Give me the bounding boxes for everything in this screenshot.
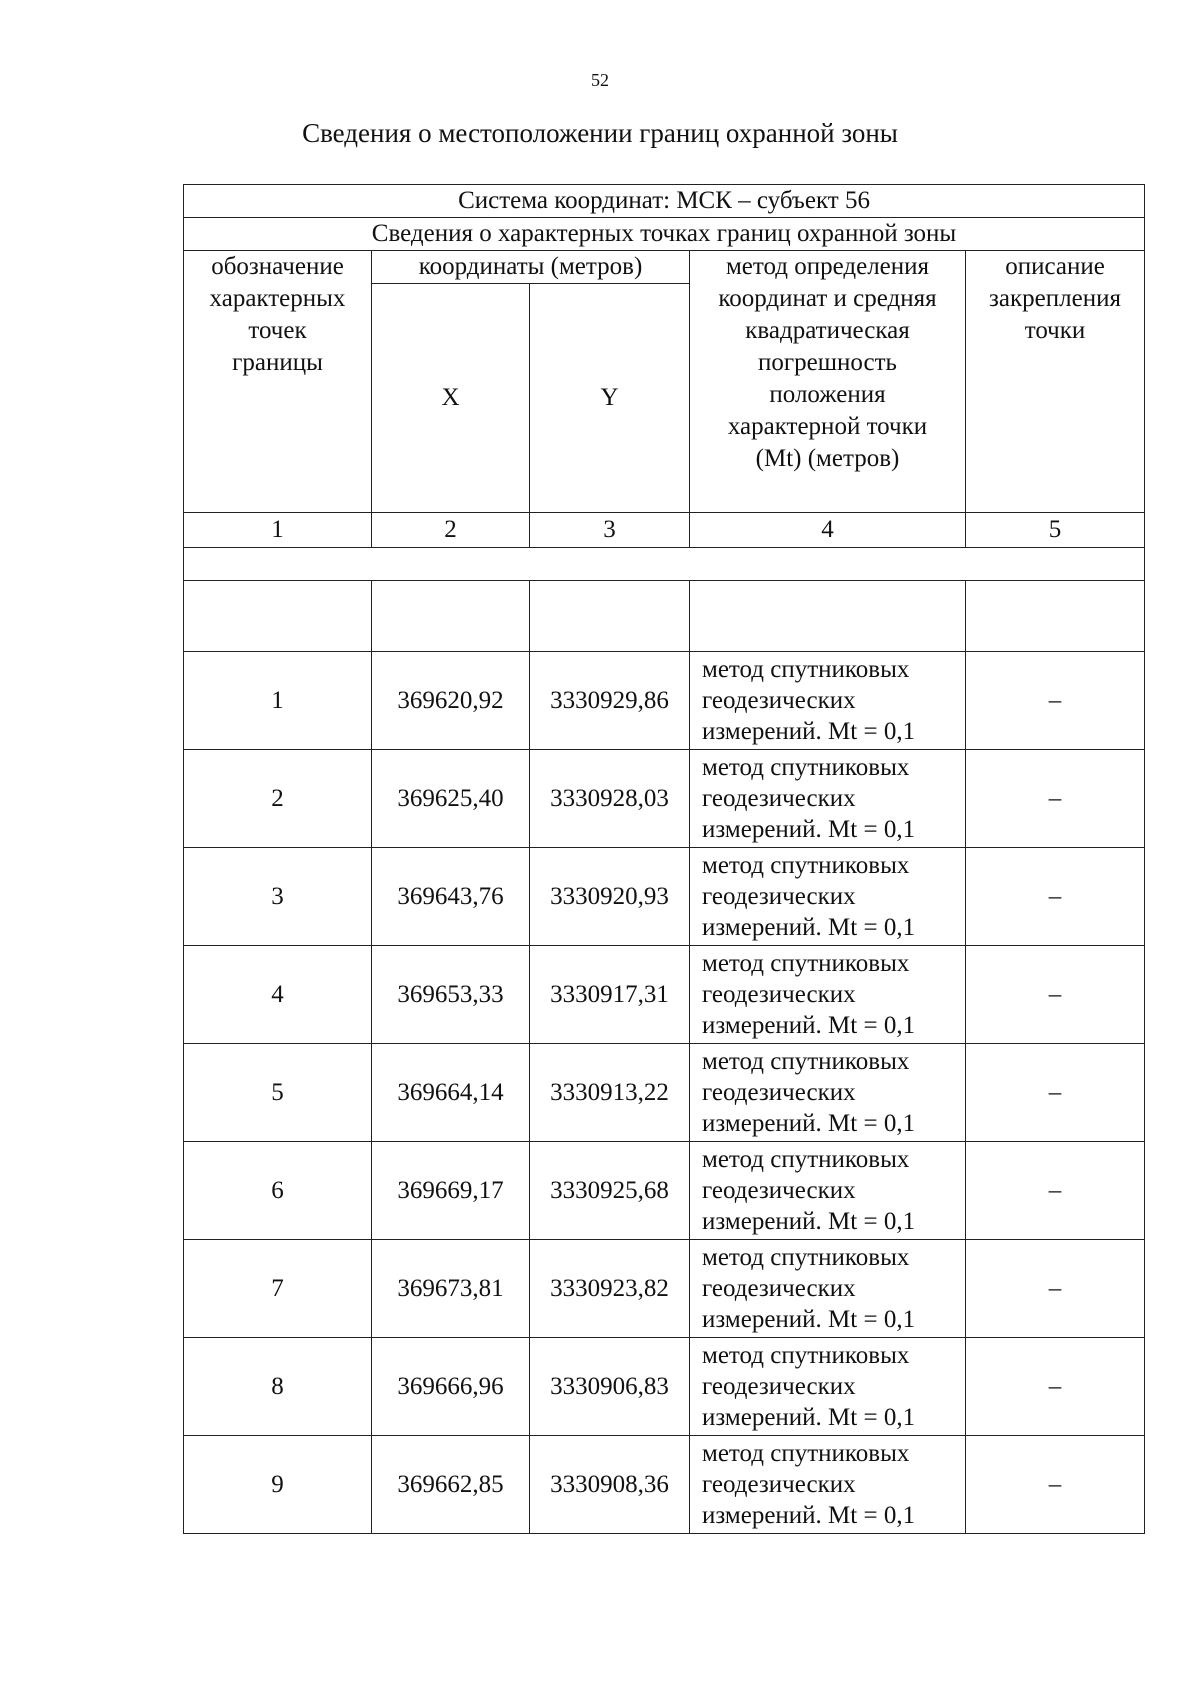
method-line: геодезических (702, 883, 856, 910)
document-title: Сведения о местоположении границ охранной зоны (302, 118, 898, 148)
method-line: геодезических (702, 1373, 856, 1400)
header-line: закрепления (989, 285, 1121, 312)
table-row (184, 1044, 1145, 1142)
method-line: измерений. Mt = 0,1 (702, 1502, 916, 1529)
header-coordinates: координаты (метров) (372, 251, 690, 284)
description-cell: – (966, 1142, 1145, 1240)
empty-cell (184, 581, 372, 652)
header-line: характерных (209, 285, 346, 312)
table-row (184, 848, 1145, 946)
method-line: геодезических (702, 785, 856, 812)
column-number: 3 (530, 513, 690, 548)
empty-cell (372, 581, 530, 652)
x-coordinate-cell: 369625,40 (372, 750, 530, 848)
method-cell (690, 946, 966, 1044)
description-cell: – (966, 750, 1145, 848)
empty-row (184, 581, 1145, 652)
description-cell: – (966, 1240, 1145, 1338)
header-line: точки (1024, 317, 1086, 344)
header-x: X (372, 284, 530, 513)
method-line: геодезических (702, 1471, 856, 1498)
y-coordinate-cell: 3330928,03 (530, 750, 690, 848)
header-line: погрешность (758, 349, 897, 376)
table-row (184, 750, 1145, 848)
header-line: метод определения (725, 253, 930, 280)
table-row (184, 1142, 1145, 1240)
header-line: описание (1005, 253, 1105, 280)
header-line: квадратическая (745, 317, 910, 344)
x-coordinate-cell: 369666,96 (372, 1338, 530, 1436)
table-row (184, 1338, 1145, 1436)
point-number-cell: 4 (184, 946, 372, 1044)
point-number-cell: 6 (184, 1142, 372, 1240)
method-cell (690, 750, 966, 848)
method-line: измерений. Mt = 0,1 (702, 1110, 916, 1137)
y-coordinate-cell: 3330923,82 (530, 1240, 690, 1338)
table-row (184, 1240, 1145, 1338)
description-cell: – (966, 1436, 1145, 1534)
description-cell: – (966, 1338, 1145, 1436)
method-cell (690, 848, 966, 946)
x-coordinate-cell: 369643,76 (372, 848, 530, 946)
method-cell (690, 1142, 966, 1240)
method-line: измерений. Mt = 0,1 (702, 718, 916, 745)
column-number: 1 (184, 513, 372, 548)
point-number-cell: 2 (184, 750, 372, 848)
point-number-cell: 3 (184, 848, 372, 946)
header-line: обозначение (211, 253, 344, 280)
x-coordinate-cell: 369653,33 (372, 946, 530, 1044)
method-line: измерений. Mt = 0,1 (702, 914, 916, 941)
y-coordinate-cell: 3330929,86 (530, 652, 690, 750)
table-row (184, 1436, 1145, 1534)
empty-cell (966, 581, 1145, 652)
method-line: метод спутниковых (702, 1440, 910, 1467)
header-line: положения (769, 381, 886, 408)
method-line: измерений. Mt = 0,1 (702, 1208, 916, 1235)
empty-cell (530, 581, 690, 652)
coordinates-table (183, 184, 1145, 1534)
x-coordinate-cell: 369664,14 (372, 1044, 530, 1142)
header-line: координат и средняя (718, 285, 937, 312)
header-line: точек (248, 317, 307, 344)
description-cell: – (966, 652, 1145, 750)
column-number: 5 (966, 513, 1145, 548)
method-line: метод спутниковых (702, 1146, 910, 1173)
blank-row (184, 548, 1145, 581)
header-method (690, 251, 966, 513)
method-line: метод спутниковых (702, 1048, 910, 1075)
method-line: измерений. Mt = 0,1 (702, 1306, 916, 1333)
x-coordinate-cell: 369673,81 (372, 1240, 530, 1338)
description-cell: – (966, 848, 1145, 946)
description-cell: – (966, 946, 1145, 1044)
point-number-cell: 9 (184, 1436, 372, 1534)
column-number: 4 (690, 513, 966, 548)
empty-cell (690, 581, 966, 652)
section-title-banner: Сведения о характерных точках границ охранной зоны (184, 218, 1145, 251)
method-line: метод спутниковых (702, 950, 910, 977)
x-coordinate-cell: 369620,92 (372, 652, 530, 750)
method-line: измерений. Mt = 0,1 (702, 1012, 916, 1039)
description-cell: – (966, 1044, 1145, 1142)
y-coordinate-cell: 3330906,83 (530, 1338, 690, 1436)
method-line: метод спутниковых (702, 1342, 910, 1369)
header-line: границы (232, 349, 323, 376)
column-number: 2 (372, 513, 530, 548)
y-coordinate-cell: 3330913,22 (530, 1044, 690, 1142)
y-coordinate-cell: 3330920,93 (530, 848, 690, 946)
method-line: метод спутниковых (702, 754, 910, 781)
header-line: характерной точки (727, 413, 928, 440)
method-line: геодезических (702, 1275, 856, 1302)
y-coordinate-cell: 3330925,68 (530, 1142, 690, 1240)
x-coordinate-cell: 369669,17 (372, 1142, 530, 1240)
point-number-cell: 8 (184, 1338, 372, 1436)
method-cell (690, 1240, 966, 1338)
method-line: измерений. Mt = 0,1 (702, 816, 916, 843)
point-number-cell: 7 (184, 1240, 372, 1338)
method-line: метод спутниковых (702, 852, 910, 879)
point-number-cell: 5 (184, 1044, 372, 1142)
method-line: геодезических (702, 981, 856, 1008)
x-coordinate-cell: 369662,85 (372, 1436, 530, 1534)
coord-system-banner: Система координат: МСК – субъект 56 (184, 185, 1145, 218)
method-line: метод спутниковых (702, 1244, 910, 1271)
method-line: геодезических (702, 687, 856, 714)
table-row (184, 652, 1145, 750)
method-line: геодезических (702, 1079, 856, 1106)
method-cell (690, 652, 966, 750)
header-y: Y (530, 284, 690, 513)
page-number: 52 (591, 70, 609, 90)
point-number-cell: 1 (184, 652, 372, 750)
method-cell (690, 1338, 966, 1436)
y-coordinate-cell: 3330917,31 (530, 946, 690, 1044)
method-cell (690, 1044, 966, 1142)
header-line: (Mt) (метров) (755, 445, 900, 472)
table-row (184, 946, 1145, 1044)
method-line: геодезических (702, 1177, 856, 1204)
method-line: метод спутниковых (702, 656, 910, 683)
header-description (966, 251, 1145, 513)
y-coordinate-cell: 3330908,36 (530, 1436, 690, 1534)
method-cell (690, 1436, 966, 1534)
header-point-designation (184, 251, 372, 513)
method-line: измерений. Mt = 0,1 (702, 1404, 916, 1431)
